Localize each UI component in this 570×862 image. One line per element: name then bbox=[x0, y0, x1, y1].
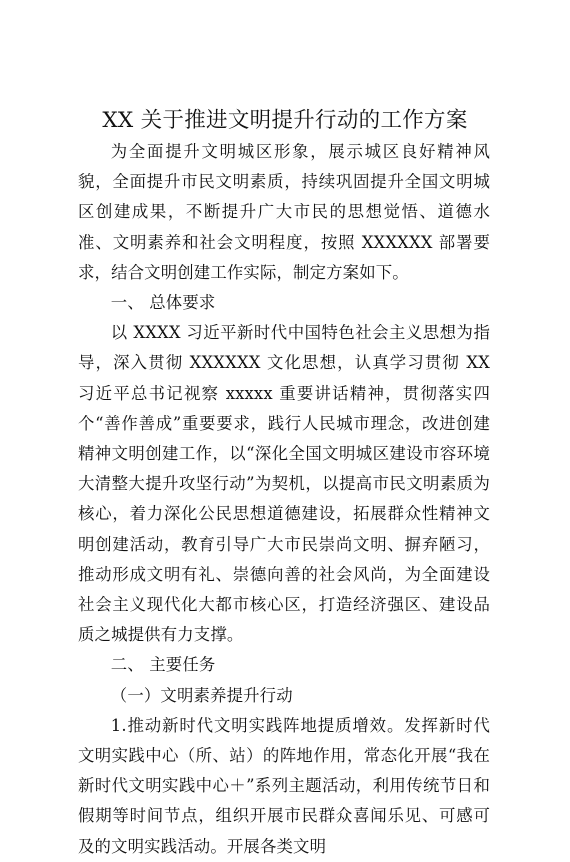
general-requirements-paragraph: 以 XXXX 习近平新时代中国特色社会主义思想为指导，深入贯彻 XXXXXX 文化思想，认真学习贯彻 XX 习近平总书记视察 xxxxx 重要讲话精神，贯彻落实四个“善作善成”重要要求，践行人民城市理念，改进创建精神文明创建工作，以“深化全国文明城区建设市容环境大清整大提升攻坚行动”为契机，以提高市民文明素质为核心，着力深化公民思想道德建设，拓展群众性精神文明创建活动，教育引导广大市民崇尚文明、摒弃陋习，推动形成文明有礼、崇德向善的社会风尚，为全面建设社会主义现代化大都市核心区，打造经济强区、建设品质之城提供有力支撑。 bbox=[78, 323, 490, 645]
document-body bbox=[78, 137, 490, 862]
subsection-heading-civility-action: （一）文明素养提升行动 bbox=[110, 685, 293, 705]
intro-paragraph: 为全面提升文明城区形象，展示城区良好精神风貌，全面提升市民文明素质，持续巩固提升全国文明城区创建成果，不断提升广大市民的思想觉悟、道德水准、文明素养和社会文明程度，按照 XXXXXX 部署要求，结合文明创建工作实际，制定方案如下。 bbox=[78, 142, 490, 282]
section-heading-main-tasks: 二、 主要任务 bbox=[110, 655, 216, 675]
section-heading-general-requirements: 一、 总体要求 bbox=[110, 293, 216, 313]
document-title: XX 关于推进文明提升行动的工作方案 bbox=[102, 108, 468, 133]
task-item-1-paragraph: 1.推动新时代文明实践阵地提质增效。发挥新时代文明实践中心（所、站）的阵地作用，常态化开展“我在新时代文明实践中心＋”系列主题活动，利用传统节日和假期等时间节点，组织开展市民群众喜闻乐见、可感可及的文明实践活动。开展各类文明 bbox=[78, 715, 490, 856]
